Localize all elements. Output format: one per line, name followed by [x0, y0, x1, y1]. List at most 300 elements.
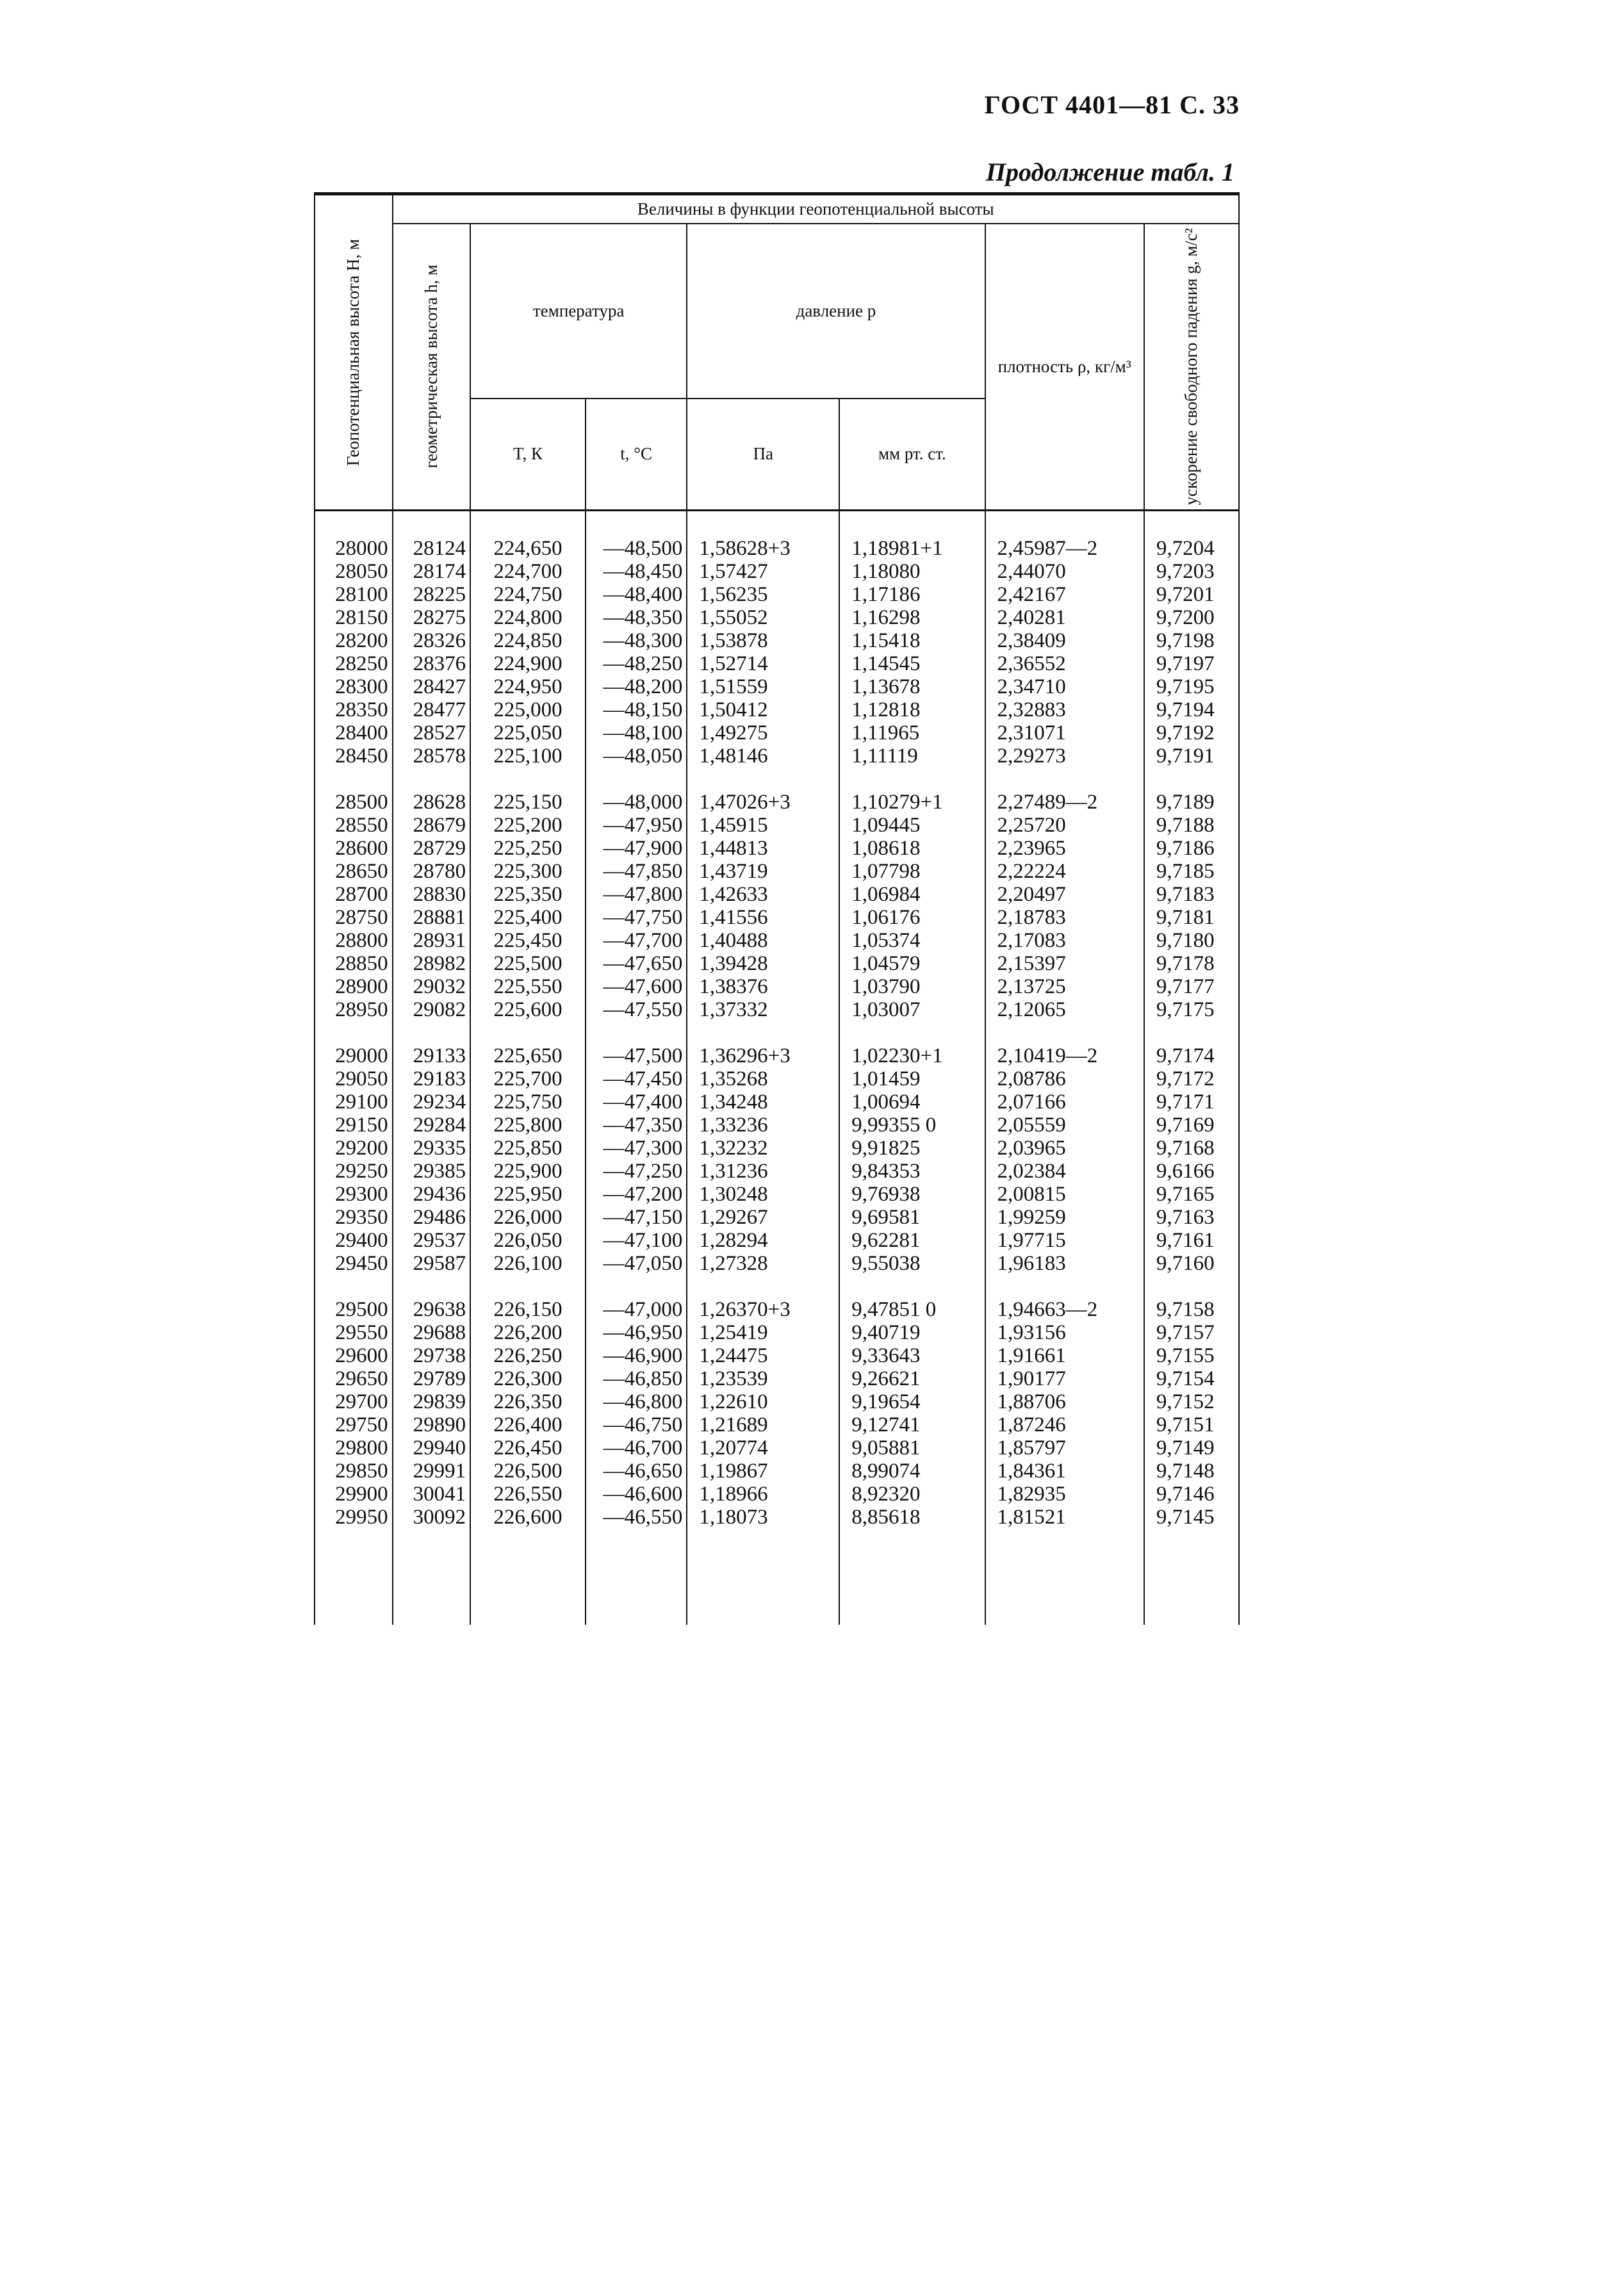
cell-geometric-height: 28225: [393, 583, 471, 606]
table-row: [315, 975, 1239, 998]
cell-geopotential-height: 28600: [315, 837, 393, 860]
cell-pressure-mmhg: 1,06984: [839, 883, 985, 906]
cell-temp-c: —48,100: [586, 721, 687, 744]
cell-gravity: 9,7160: [1144, 1252, 1239, 1275]
cell-density: 2,42167: [985, 583, 1144, 606]
cell-pressure-pa: 1,23539: [687, 1367, 839, 1390]
cell-geopotential-height: 29150: [315, 1114, 393, 1137]
cell-geometric-height: 29638: [393, 1298, 471, 1321]
cell-gravity: 9,7165: [1144, 1183, 1239, 1206]
cell-geopotential-height: 29500: [315, 1298, 393, 1321]
cell-temp-k: 226,450: [470, 1436, 586, 1460]
cell-density: 1,85797: [985, 1436, 1144, 1460]
cell-geopotential-height: 29600: [315, 1344, 393, 1367]
cell-geometric-height: 30092: [393, 1506, 471, 1529]
cell-temp-c: —46,600: [586, 1483, 687, 1506]
cell-geopotential-height: 29000: [315, 1044, 393, 1067]
cell-density: 2,00815: [985, 1183, 1144, 1206]
table-row: [315, 537, 1239, 560]
cell-geopotential-height: 28550: [315, 814, 393, 837]
cell-temp-c: —47,100: [586, 1229, 687, 1252]
cell-gravity: 9,7163: [1144, 1206, 1239, 1229]
table-row: [315, 1506, 1239, 1529]
cell-gravity: 9,7178: [1144, 952, 1239, 975]
cell-temp-c: —46,950: [586, 1321, 687, 1344]
cell-geometric-height: 29537: [393, 1229, 471, 1252]
cell-pressure-pa: 1,47026+3: [687, 791, 839, 814]
cell-pressure-pa: 1,29267: [687, 1206, 839, 1229]
cell-pressure-pa: 1,20774: [687, 1436, 839, 1460]
cell-temp-k: 224,950: [470, 675, 586, 698]
cell-temp-k: 226,300: [470, 1367, 586, 1390]
cell-pressure-mmhg: 9,12741: [839, 1413, 985, 1436]
header-group: Величины в функции геопотенциальной высоты: [393, 194, 1239, 224]
cell-gravity: 9,7192: [1144, 721, 1239, 744]
cell-geometric-height: 28628: [393, 791, 471, 814]
cell-temp-c: —47,550: [586, 998, 687, 1021]
cell-pressure-pa: 1,52714: [687, 652, 839, 675]
cell-geopotential-height: 29450: [315, 1252, 393, 1275]
table-row: [315, 1229, 1239, 1252]
cell-pressure-pa: 1,44813: [687, 837, 839, 860]
cell-gravity: 9,7203: [1144, 560, 1239, 583]
cell-temp-c: —48,150: [586, 698, 687, 721]
cell-gravity: 9,7197: [1144, 652, 1239, 675]
cell-pressure-mmhg: 1,13678: [839, 675, 985, 698]
cell-temp-c: —47,750: [586, 906, 687, 929]
cell-temp-c: —46,650: [586, 1460, 687, 1483]
cell-geometric-height: 28830: [393, 883, 471, 906]
cell-gravity: 9,7201: [1144, 583, 1239, 606]
cell-pressure-mmhg: 9,62281: [839, 1229, 985, 1252]
cell-density: 2,31071: [985, 721, 1144, 744]
cell-pressure-pa: 1,50412: [687, 698, 839, 721]
cell-density: 1,91661: [985, 1344, 1144, 1367]
cell-density: 2,17083: [985, 929, 1144, 952]
cell-geopotential-height: 29750: [315, 1413, 393, 1436]
cell-geopotential-height: 28650: [315, 860, 393, 883]
cell-pressure-mmhg: 9,76938: [839, 1183, 985, 1206]
cell-pressure-mmhg: 1,11965: [839, 721, 985, 744]
table-row: [315, 1344, 1239, 1367]
cell-pressure-pa: 1,25419: [687, 1321, 839, 1344]
cell-pressure-mmhg: 9,99355 0: [839, 1114, 985, 1137]
cell-geopotential-height: 28700: [315, 883, 393, 906]
cell-gravity: 9,7194: [1144, 698, 1239, 721]
cell-temp-c: —47,850: [586, 860, 687, 883]
cell-pressure-mmhg: 1,15418: [839, 629, 985, 652]
table-row: [315, 1460, 1239, 1483]
table-continuation-label: Продолжение табл. 1: [985, 158, 1234, 186]
cell-pressure-pa: 1,55052: [687, 606, 839, 629]
cell-gravity: 9,7200: [1144, 606, 1239, 629]
cell-density: 1,84361: [985, 1460, 1144, 1483]
table-row: [315, 1183, 1239, 1206]
cell-density: 2,23965: [985, 837, 1144, 860]
cell-temp-k: 226,050: [470, 1229, 586, 1252]
cell-geopotential-height: 29100: [315, 1090, 393, 1114]
cell-temp-c: —48,200: [586, 675, 687, 698]
cell-temp-k: 225,250: [470, 837, 586, 860]
table-row: [315, 698, 1239, 721]
cell-density: 1,90177: [985, 1367, 1144, 1390]
cell-density: 1,87246: [985, 1413, 1144, 1436]
cell-geopotential-height: 29900: [315, 1483, 393, 1506]
cell-density: 2,08786: [985, 1067, 1144, 1090]
cell-pressure-mmhg: 9,19654: [839, 1390, 985, 1413]
cell-geopotential-height: 28500: [315, 791, 393, 814]
cell-geometric-height: 28780: [393, 860, 471, 883]
cell-gravity: 9,7154: [1144, 1367, 1239, 1390]
table-row: [315, 1137, 1239, 1160]
cell-pressure-pa: 1,33236: [687, 1114, 839, 1137]
table-row: [315, 814, 1239, 837]
cell-gravity: 9,7181: [1144, 906, 1239, 929]
cell-temp-c: —47,950: [586, 814, 687, 837]
cell-temp-k: 225,400: [470, 906, 586, 929]
cell-geometric-height: 28124: [393, 537, 471, 560]
cell-density: 1,82935: [985, 1483, 1144, 1506]
cell-geopotential-height: 28750: [315, 906, 393, 929]
cell-gravity: 9,7158: [1144, 1298, 1239, 1321]
cell-geopotential-height: 29400: [315, 1229, 393, 1252]
page-header: ГОСТ 4401—81 С. 33: [984, 90, 1240, 119]
cell-gravity: 9,7145: [1144, 1506, 1239, 1529]
table-row: [315, 929, 1239, 952]
cell-density: 1,99259: [985, 1206, 1144, 1229]
cell-temp-k: 226,150: [470, 1298, 586, 1321]
table-row: [315, 606, 1239, 629]
cell-pressure-pa: 1,41556: [687, 906, 839, 929]
cell-geopotential-height: 29700: [315, 1390, 393, 1413]
cell-temp-k: 226,600: [470, 1506, 586, 1529]
cell-geopotential-height: 28450: [315, 744, 393, 768]
cell-pressure-mmhg: 9,40719: [839, 1321, 985, 1344]
cell-pressure-pa: 1,39428: [687, 952, 839, 975]
cell-geometric-height: 29335: [393, 1137, 471, 1160]
cell-density: 2,18783: [985, 906, 1144, 929]
cell-temp-c: —46,900: [586, 1344, 687, 1367]
table-row: [315, 1044, 1239, 1067]
cell-density: 2,03965: [985, 1137, 1144, 1160]
cell-pressure-mmhg: 9,84353: [839, 1160, 985, 1183]
cell-pressure-mmhg: 9,69581: [839, 1206, 985, 1229]
table-row: [315, 1206, 1239, 1229]
cell-temp-c: —46,850: [586, 1367, 687, 1390]
cell-geometric-height: 28931: [393, 929, 471, 952]
cell-pressure-pa: 1,18073: [687, 1506, 839, 1529]
table-body: [315, 537, 1239, 1625]
cell-gravity: 9,7183: [1144, 883, 1239, 906]
cell-geopotential-height: 29200: [315, 1137, 393, 1160]
cell-temp-k: 225,350: [470, 883, 586, 906]
cell-temp-c: —47,600: [586, 975, 687, 998]
cell-gravity: 9,7146: [1144, 1483, 1239, 1506]
cell-density: 1,96183: [985, 1252, 1144, 1275]
cell-density: 2,40281: [985, 606, 1144, 629]
cell-pressure-pa: 1,26370+3: [687, 1298, 839, 1321]
cell-pressure-pa: 1,30248: [687, 1183, 839, 1206]
cell-temp-k: 226,250: [470, 1344, 586, 1367]
table-row: [315, 1321, 1239, 1344]
cell-pressure-mmhg: 1,18981+1: [839, 537, 985, 560]
cell-temp-k: 224,850: [470, 629, 586, 652]
cell-pressure-pa: 1,58628+3: [687, 537, 839, 560]
cell-geometric-height: 29940: [393, 1436, 471, 1460]
cell-temp-k: 226,100: [470, 1252, 586, 1275]
cell-temp-c: —48,500: [586, 537, 687, 560]
cell-density: 2,27489—2: [985, 791, 1144, 814]
cell-geometric-height: 29839: [393, 1390, 471, 1413]
cell-gravity: 9,6166: [1144, 1160, 1239, 1183]
cell-pressure-mmhg: 1,03007: [839, 998, 985, 1021]
table-row: [315, 952, 1239, 975]
cell-geometric-height: 28729: [393, 837, 471, 860]
cell-density: 2,44070: [985, 560, 1144, 583]
cell-density: 2,36552: [985, 652, 1144, 675]
cell-temp-c: —48,450: [586, 560, 687, 583]
cell-gravity: 9,7155: [1144, 1344, 1239, 1367]
cell-pressure-pa: 1,57427: [687, 560, 839, 583]
cell-temp-c: —48,000: [586, 791, 687, 814]
cell-temp-k: 224,800: [470, 606, 586, 629]
cell-gravity: 9,7186: [1144, 837, 1239, 860]
cell-geometric-height: 29991: [393, 1460, 471, 1483]
cell-geometric-height: 28578: [393, 744, 471, 768]
cell-gravity: 9,7161: [1144, 1229, 1239, 1252]
cell-temp-k: 225,950: [470, 1183, 586, 1206]
cell-pressure-mmhg: 8,92320: [839, 1483, 985, 1506]
cell-temp-k: 226,200: [470, 1321, 586, 1344]
cell-geometric-height: 28881: [393, 906, 471, 929]
cell-temp-k: 226,350: [470, 1390, 586, 1413]
cell-density: 2,05559: [985, 1114, 1144, 1137]
cell-temp-c: —48,350: [586, 606, 687, 629]
cell-pressure-pa: 1,45915: [687, 814, 839, 837]
cell-temp-c: —47,350: [586, 1114, 687, 1137]
table-row: [315, 583, 1239, 606]
cell-geometric-height: 29183: [393, 1067, 471, 1090]
cell-temp-k: 225,550: [470, 975, 586, 998]
header-pressure-mmhg: мм рт. ст.: [839, 399, 985, 511]
cell-temp-c: —47,300: [586, 1137, 687, 1160]
cell-geometric-height: 28174: [393, 560, 471, 583]
cell-pressure-pa: 1,42633: [687, 883, 839, 906]
cell-geometric-height: 29032: [393, 975, 471, 998]
cell-pressure-pa: 1,40488: [687, 929, 839, 952]
cell-geometric-height: 29284: [393, 1114, 471, 1137]
header-geometric-height: геометрическая высота h, м: [393, 224, 471, 510]
cell-temp-c: —48,050: [586, 744, 687, 768]
table-row: [315, 883, 1239, 906]
cell-geometric-height: 28982: [393, 952, 471, 975]
cell-pressure-pa: 1,48146: [687, 744, 839, 768]
table-row: [315, 560, 1239, 583]
cell-geopotential-height: 29650: [315, 1367, 393, 1390]
cell-density: 2,12065: [985, 998, 1144, 1021]
cell-pressure-pa: 1,32232: [687, 1137, 839, 1160]
cell-temp-c: —46,550: [586, 1506, 687, 1529]
cell-pressure-pa: 1,56235: [687, 583, 839, 606]
atmosphere-table-container: [314, 192, 1240, 1529]
cell-gravity: 9,7148: [1144, 1460, 1239, 1483]
cell-geometric-height: 30041: [393, 1483, 471, 1506]
cell-temp-c: —47,050: [586, 1252, 687, 1275]
cell-gravity: 9,7175: [1144, 998, 1239, 1021]
cell-temp-c: —46,800: [586, 1390, 687, 1413]
header-temp-C: t, °С: [586, 399, 687, 511]
cell-density: 2,02384: [985, 1160, 1144, 1183]
cell-pressure-pa: 1,51559: [687, 675, 839, 698]
cell-geometric-height: 29789: [393, 1367, 471, 1390]
cell-pressure-mmhg: 9,47851 0: [839, 1298, 985, 1321]
cell-temp-c: —47,250: [586, 1160, 687, 1183]
table-row: [315, 1160, 1239, 1183]
cell-geometric-height: 29890: [393, 1413, 471, 1436]
cell-temp-k: 225,150: [470, 791, 586, 814]
cell-temp-k: 224,650: [470, 537, 586, 560]
cell-pressure-pa: 1,22610: [687, 1390, 839, 1413]
cell-temp-c: —47,000: [586, 1298, 687, 1321]
cell-temp-c: —47,900: [586, 837, 687, 860]
cell-geopotential-height: 28200: [315, 629, 393, 652]
cell-geopotential-height: 28400: [315, 721, 393, 744]
cell-geopotential-height: 28250: [315, 652, 393, 675]
cell-temp-k: 225,000: [470, 698, 586, 721]
header-pressure: давление p: [687, 224, 985, 399]
table-row: [315, 1090, 1239, 1114]
cell-temp-c: —47,800: [586, 883, 687, 906]
cell-gravity: 9,7177: [1144, 975, 1239, 998]
table-row: [315, 1483, 1239, 1506]
cell-temp-c: —48,400: [586, 583, 687, 606]
table-row: [315, 1367, 1239, 1390]
cell-pressure-mmhg: 1,02230+1: [839, 1044, 985, 1067]
cell-pressure-mmhg: 8,99074: [839, 1460, 985, 1483]
cell-density: 2,22224: [985, 860, 1144, 883]
cell-geometric-height: 28326: [393, 629, 471, 652]
cell-temp-c: —48,250: [586, 652, 687, 675]
cell-pressure-mmhg: 8,85618: [839, 1506, 985, 1529]
cell-gravity: 9,7198: [1144, 629, 1239, 652]
cell-density: 2,13725: [985, 975, 1144, 998]
cell-gravity: 9,7180: [1144, 929, 1239, 952]
table-row: [315, 791, 1239, 814]
cell-geometric-height: 28477: [393, 698, 471, 721]
cell-geometric-height: 29738: [393, 1344, 471, 1367]
cell-pressure-mmhg: 1,12818: [839, 698, 985, 721]
cell-pressure-mmhg: 1,03790: [839, 975, 985, 998]
cell-temp-k: 225,100: [470, 744, 586, 768]
cell-temp-k: 226,500: [470, 1460, 586, 1483]
cell-geometric-height: 29082: [393, 998, 471, 1021]
header-geopotential-height: Геопотенциальная высота H, м: [315, 194, 393, 511]
cell-density: 1,88706: [985, 1390, 1144, 1413]
cell-geometric-height: 29385: [393, 1160, 471, 1183]
cell-geometric-height: 29234: [393, 1090, 471, 1114]
cell-pressure-pa: 1,53878: [687, 629, 839, 652]
cell-gravity: 9,7157: [1144, 1321, 1239, 1344]
table-row: [315, 906, 1239, 929]
cell-pressure-pa: 1,24475: [687, 1344, 839, 1367]
cell-pressure-pa: 1,38376: [687, 975, 839, 998]
cell-gravity: 9,7152: [1144, 1390, 1239, 1413]
cell-temp-k: 225,850: [470, 1137, 586, 1160]
cell-pressure-pa: 1,27328: [687, 1252, 839, 1275]
cell-pressure-pa: 1,43719: [687, 860, 839, 883]
cell-geopotential-height: 28850: [315, 952, 393, 975]
cell-gravity: 9,7188: [1144, 814, 1239, 837]
table-row: [315, 1298, 1239, 1321]
cell-geopotential-height: 29800: [315, 1436, 393, 1460]
cell-geopotential-height: 29950: [315, 1506, 393, 1529]
cell-temp-k: 225,700: [470, 1067, 586, 1090]
header-gravity: ускорение свободного падения g, м/с²: [1144, 224, 1239, 510]
cell-gravity: 9,7149: [1144, 1436, 1239, 1460]
cell-geopotential-height: 28800: [315, 929, 393, 952]
cell-gravity: 9,7195: [1144, 675, 1239, 698]
table-row: [315, 1114, 1239, 1137]
cell-temp-k: 225,800: [470, 1114, 586, 1137]
cell-density: 2,15397: [985, 952, 1144, 975]
cell-geopotential-height: 29250: [315, 1160, 393, 1183]
cell-geopotential-height: 28900: [315, 975, 393, 998]
header-temperature: температура: [470, 224, 687, 399]
cell-pressure-pa: 1,21689: [687, 1413, 839, 1436]
table-row: [315, 629, 1239, 652]
cell-pressure-mmhg: 9,55038: [839, 1252, 985, 1275]
cell-pressure-mmhg: 9,05881: [839, 1436, 985, 1460]
cell-geopotential-height: 28300: [315, 675, 393, 698]
cell-temp-k: 225,900: [470, 1160, 586, 1183]
cell-density: 1,81521: [985, 1506, 1144, 1529]
cell-density: 2,25720: [985, 814, 1144, 837]
cell-density: 2,07166: [985, 1090, 1144, 1114]
cell-temp-c: —46,750: [586, 1413, 687, 1436]
cell-pressure-mmhg: 1,08618: [839, 837, 985, 860]
cell-temp-c: —47,200: [586, 1183, 687, 1206]
table-row: [315, 1413, 1239, 1436]
cell-pressure-mmhg: 1,11119: [839, 744, 985, 768]
table-row: [315, 744, 1239, 768]
cell-pressure-pa: 1,31236: [687, 1160, 839, 1183]
cell-geometric-height: 29486: [393, 1206, 471, 1229]
cell-gravity: 9,7169: [1144, 1114, 1239, 1137]
cell-geopotential-height: 28100: [315, 583, 393, 606]
cell-gravity: 9,7172: [1144, 1067, 1239, 1090]
cell-temp-c: —47,400: [586, 1090, 687, 1114]
cell-pressure-mmhg: 9,91825: [839, 1137, 985, 1160]
cell-pressure-pa: 1,37332: [687, 998, 839, 1021]
cell-temp-c: —47,650: [586, 952, 687, 975]
header-pressure-pa: Па: [687, 399, 839, 511]
cell-temp-k: 226,000: [470, 1206, 586, 1229]
cell-temp-c: —47,150: [586, 1206, 687, 1229]
table-row: [315, 652, 1239, 675]
cell-geometric-height: 28527: [393, 721, 471, 744]
cell-temp-k: 225,450: [470, 929, 586, 952]
cell-geometric-height: 28376: [393, 652, 471, 675]
cell-gravity: 9,7171: [1144, 1090, 1239, 1114]
cell-gravity: 9,7185: [1144, 860, 1239, 883]
cell-temp-k: 225,750: [470, 1090, 586, 1114]
cell-density: 2,20497: [985, 883, 1144, 906]
cell-temp-k: 225,050: [470, 721, 586, 744]
header-temp-K: T, К: [470, 399, 586, 511]
cell-temp-k: 225,600: [470, 998, 586, 1021]
cell-temp-k: 226,400: [470, 1413, 586, 1436]
cell-pressure-mmhg: 1,17186: [839, 583, 985, 606]
